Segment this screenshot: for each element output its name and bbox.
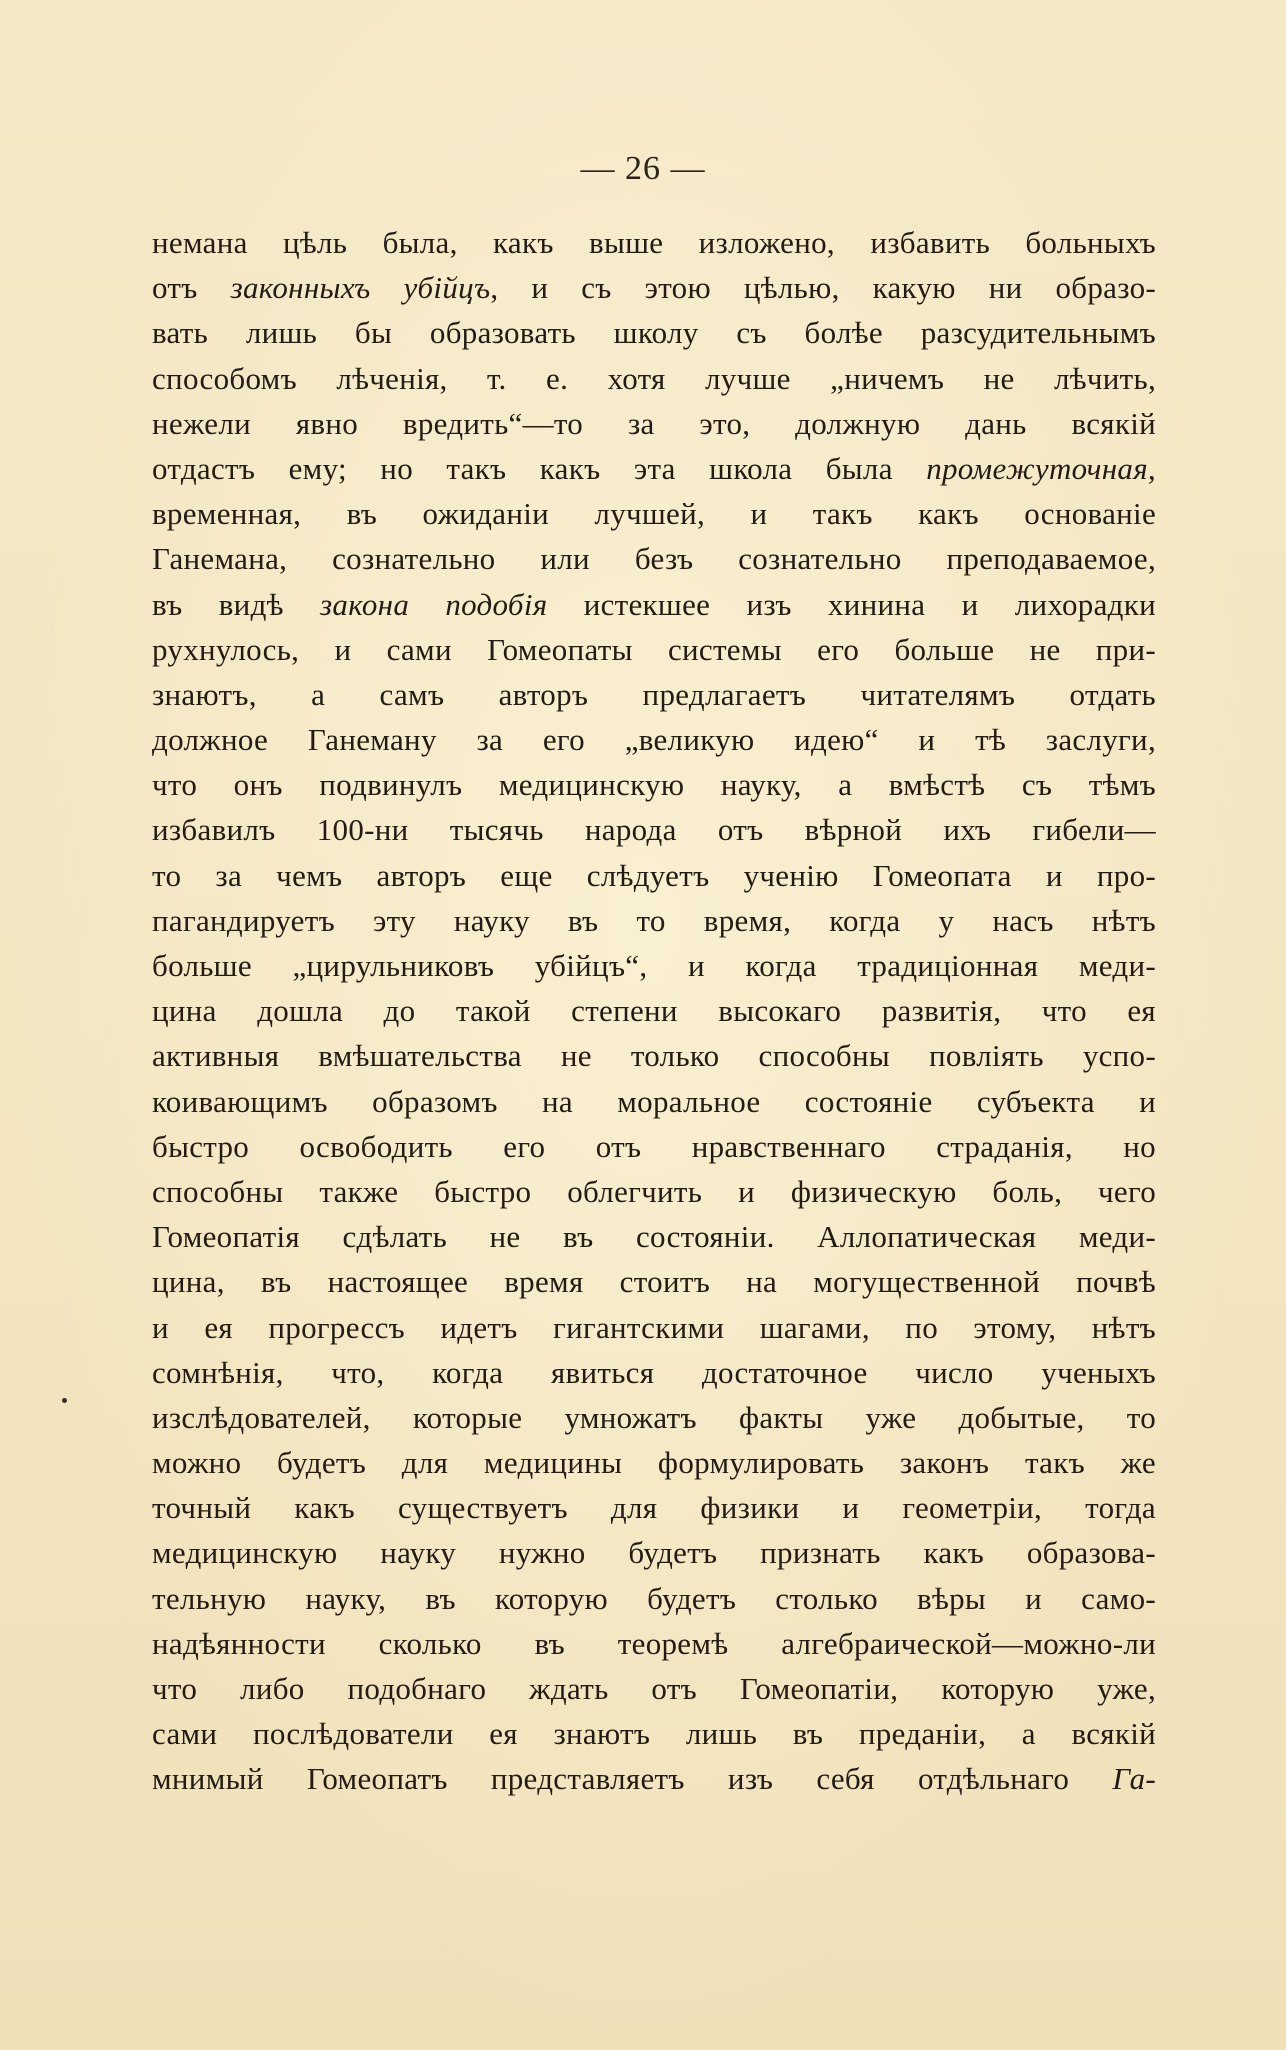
text-segment: въ видѣ xyxy=(152,586,321,622)
page-number: — 26 — xyxy=(580,150,706,187)
text-line xyxy=(152,220,1156,265)
text-line xyxy=(152,898,1156,943)
text-segment: сомнѣнія, что, когда явиться достаточное число ученыхъ xyxy=(152,1354,1156,1390)
text-segment: Гомеопатія сдѣлать не въ состояніи. Аллопатическая меди- xyxy=(152,1219,1156,1255)
text-line xyxy=(152,1440,1156,1485)
text-segment: истекшее изъ хинина и лихорадки xyxy=(547,586,1156,622)
italic-segment: промежуточная, xyxy=(926,450,1156,486)
text-segment: тельную науку, въ которую будетъ столько вѣры и само- xyxy=(152,1580,1156,1616)
text-line xyxy=(152,988,1156,1033)
text-line xyxy=(152,1259,1156,1304)
text-segment: отъ xyxy=(152,270,231,306)
text-line xyxy=(152,401,1156,446)
text-segment: надѣянности сколько въ теоремѣ алгебраической—можно-ли xyxy=(152,1625,1156,1661)
text-segment: временная, въ ожиданіи лучшей, и такъ какъ основаніе xyxy=(152,496,1156,532)
italic-segment: Га- xyxy=(1112,1761,1156,1797)
text-line xyxy=(152,356,1156,401)
text-segment: то за чемъ авторъ еще слѣдуетъ ученію Гомеопата и про- xyxy=(152,857,1156,893)
text-segment: что либо подобнаго ждать отъ Гомеопатіи, которую уже, xyxy=(152,1671,1156,1706)
text-line xyxy=(152,1169,1156,1214)
text-line xyxy=(152,1214,1156,1259)
text-segment: коивающимъ образомъ на моральное состояніе субъекта и xyxy=(152,1083,1156,1119)
text-line xyxy=(152,627,1156,672)
text-line xyxy=(152,536,1156,581)
text-segment: пагандируетъ эту науку въ то время, когда у насъ нѣтъ xyxy=(152,902,1156,938)
text-segment: цина, въ настоящее время стоитъ на могущественной почвѣ xyxy=(152,1264,1156,1300)
text-segment: медицинскую науку нужно будетъ признать какъ образова- xyxy=(152,1535,1156,1571)
text-segment: способомъ лѣченія, т. е. хотя лучше „ничемъ не лѣчить, xyxy=(152,360,1156,396)
text-segment: Ганемана, сознательно или безъ сознательно преподаваемое, xyxy=(152,541,1156,577)
italic-segment: законныхъ убійцъ xyxy=(230,270,491,306)
text-line xyxy=(152,1350,1156,1395)
text-segment: должное Ганеману за его „великую идею“ и тѣ заслуги, xyxy=(152,722,1156,758)
body-text xyxy=(152,220,1156,1802)
text-line xyxy=(152,1124,1156,1169)
text-segment: вать лишь бы образовать школу съ болѣе разсудительнымъ xyxy=(152,315,1156,351)
italic-segment: закона подобія xyxy=(320,586,548,622)
text-line xyxy=(152,491,1156,536)
text-segment: быстро освободить его отъ нравственнаго страданія, но xyxy=(152,1128,1156,1164)
text-line xyxy=(152,1079,1156,1124)
text-line xyxy=(152,1576,1156,1621)
text-segment: способны также быстро облегчить и физическую боль, чего xyxy=(152,1173,1156,1209)
text-line xyxy=(152,1621,1156,1666)
text-line xyxy=(152,1485,1156,1530)
text-segment: и ея прогрессъ идетъ гигантскими шагами, по этому, нѣтъ xyxy=(152,1309,1156,1345)
text-line xyxy=(152,310,1156,355)
text-line xyxy=(152,943,1156,988)
text-line xyxy=(152,1305,1156,1350)
text-segment: цина дошла до такой степени высокаго развитія, что ея xyxy=(152,993,1156,1029)
text-line xyxy=(152,1711,1156,1756)
text-segment: больше „цирульниковъ убійцъ“, и когда традиціонная меди- xyxy=(152,948,1156,983)
text-segment: знаютъ, а самъ авторъ предлагаетъ читателямъ отдать xyxy=(152,676,1156,712)
text-line xyxy=(152,1395,1156,1440)
text-segment: точный какъ существуетъ для физики и геометріи, тогда xyxy=(152,1490,1156,1526)
text-segment: сами послѣдователи ея знаютъ лишь въ преданіи, а всякій xyxy=(152,1716,1156,1752)
text-segment: изслѣдователей, которые умножатъ факты уже добытые, то xyxy=(152,1399,1156,1435)
text-segment: мнимый Гомеопатъ представляетъ изъ себя отдѣльнаго xyxy=(152,1761,1113,1797)
text-line xyxy=(152,446,1156,491)
text-line xyxy=(152,807,1156,852)
text-segment: рухнулось, и сами Гомеопаты системы его больше не при- xyxy=(152,631,1156,667)
text-segment: нежели явно вредить“—то за это, должную дань всякій xyxy=(152,405,1156,441)
text-line xyxy=(152,1756,1156,1801)
text-segment: отдастъ ему; но такъ какъ эта школа была xyxy=(152,450,927,486)
text-line xyxy=(152,762,1156,807)
text-segment: активныя вмѣшательства не только способны повліять успо- xyxy=(152,1038,1156,1074)
text-segment: можно будетъ для медицины формулировать законъ такъ же xyxy=(152,1445,1156,1481)
text-line xyxy=(152,853,1156,898)
text-segment: что онъ подвинулъ медицинскую науку, а вмѣстѣ съ тѣмъ xyxy=(152,767,1156,803)
text-line xyxy=(152,1033,1156,1078)
text-line xyxy=(152,265,1156,310)
text-segment: , и съ этою цѣлью, какую ни образо- xyxy=(490,270,1156,306)
text-segment: немана цѣль была, какъ выше изложено, избавить больныхъ xyxy=(152,225,1156,260)
text-segment: избавилъ 100-ни тысячь народа отъ вѣрной ихъ гибели— xyxy=(152,812,1156,848)
text-line xyxy=(152,1666,1156,1711)
ink-speck xyxy=(62,1398,67,1403)
text-line xyxy=(152,672,1156,717)
text-line xyxy=(152,1530,1156,1575)
text-line xyxy=(152,717,1156,762)
text-line xyxy=(152,582,1156,627)
